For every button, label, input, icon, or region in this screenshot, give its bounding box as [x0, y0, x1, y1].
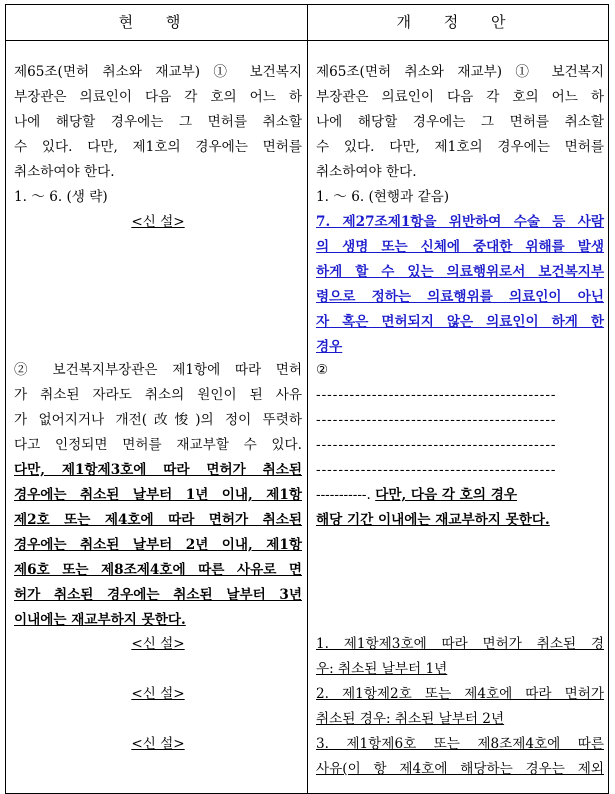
right-item7-line: 하게 할 수 있는 의료행위로서 보건복지부 [316, 264, 604, 280]
right-item7-line: 자 혹은 면허되지 않은 의료인이 하게 한 [316, 314, 604, 330]
right-art65-line: 부장관은 의료인이 다음 각 호의 어느 하 [316, 89, 604, 105]
right-dash-line: ------------------------------------------- [316, 387, 557, 403]
right-items-1-6: 1. ～ 6. (현행과 같음) [316, 189, 450, 205]
left-para2-bold-line: 이내에는 재교부하지 못한다. [14, 612, 186, 628]
left-art65-line: 수 있다. 다만, 제1호의 경우에는 면허를 [14, 139, 302, 155]
left-para2-bold-line: 경우에는 취소된 날부터 1년 이내, 제1항 [14, 487, 302, 503]
left-para2-bold-line: 제2호 또는 제4호에 따라 면허가 취소된 [14, 512, 302, 528]
right-para2-bold: 해당 기간 이내에는 재교부하지 못한다. [316, 512, 550, 528]
right-sub2-line: 2. 제1항제2호 또는 제4호에 따라 면허가 [316, 686, 604, 702]
left-new-label: <신 설> [131, 214, 185, 230]
right-article-65 [316, 60, 604, 360]
right-dash-line: ------------------------------------------- [316, 462, 557, 478]
right-item7-line: 7. 제27조제1항을 위반하여 수술 등 사람 [316, 214, 604, 230]
left-art65-line: 부장관은 의료인이 다음 각 호의 어느 하 [14, 89, 302, 105]
left-items-1-6: 1. ～ 6. (생 략) [14, 189, 108, 205]
header-divider [6, 40, 608, 41]
right-dash-line: ------------------------------------------- [316, 412, 557, 428]
left-new-label: <신 설> [131, 736, 185, 752]
left-art65-line: 취소하여야 한다. [14, 164, 115, 180]
right-sub1-line: 1. 제1항제3호에 따라 면허가 취소된 경 [316, 636, 604, 652]
left-art65-line: 나에 해당할 경우에는 그 면허를 취소할 [14, 114, 302, 130]
left-article-65 [14, 60, 302, 235]
right-dash-line: ------------------------------------------- [316, 437, 557, 453]
left-new-label: <신 설> [131, 686, 185, 702]
left-art65-line: 제65조(면허 취소와 재교부) ① 보건복지 [14, 64, 302, 80]
right-art65-line: 나에 해당할 경우에는 그 면허를 취소할 [316, 114, 604, 130]
left-para2-bold-line: 제6호 또는 제8조제4호에 따른 사유로 면 [14, 562, 302, 578]
left-para2-bold-line: 다만, 제1항제3호에 따라 면허가 취소된 [14, 462, 302, 478]
header-proposed: 개 정 안 [396, 13, 520, 31]
right-item7-line: 령으로 정하는 의료행위를 의료인이 아닌 [316, 289, 604, 305]
right-art65-line: 취소하여야 한다. [316, 164, 417, 180]
left-paragraph-2 [14, 358, 302, 633]
right-art65-line: 제65조(면허 취소와 재교부) ① 보건복지 [316, 64, 604, 80]
right-item7-line: 의 생명 또는 신체에 중대한 위해를 발생 [316, 239, 604, 255]
left-para2-bold-line: 경우에는 취소된 날부터 2년 이내, 제1항 [14, 537, 302, 553]
left-new-label: <신 설> [131, 636, 185, 652]
left-para2-line: ② 보건복지부장관은 제1항에 따라 면허 [14, 362, 302, 378]
left-para2-bold-line: 허가 취소된 경우에는 취소된 날부터 3년 [14, 587, 302, 603]
left-para2-line: 다고 인정되면 면허를 재교부할 수 있다. [14, 437, 302, 453]
right-paragraph-2 [316, 358, 604, 533]
right-sub-items [316, 632, 604, 782]
header-current: 현 행 [118, 13, 195, 31]
right-art65-line: 수 있다. 다만, 제1호의 경우에는 면허를 [316, 139, 604, 155]
right-sub2-line: 취소된 경우: 취소된 날부터 2년 [316, 711, 505, 727]
right-dash-short: -----------. [316, 487, 371, 503]
right-sub3-line: 3. 제1항제6호 또는 제8조제4호에 따른 [316, 736, 604, 752]
right-para2-bold: 다만, 다음 각 호의 경우 [375, 487, 518, 503]
right-sub1-line: 우: 취소된 날부터 1년 [316, 661, 448, 677]
comparison-table [5, 4, 609, 794]
left-new-labels [14, 632, 302, 757]
left-para2-line: 가 취소된 자라도 취소의 원인이 된 사유 [14, 387, 302, 403]
column-divider [307, 5, 308, 793]
right-para2-mark: ② [316, 362, 329, 378]
left-para2-line: 가 없어지거나 개전(改悛)의 정이 뚜렷하 [14, 412, 302, 428]
right-item7-line: 경우 [316, 339, 343, 355]
right-para2-proviso-line [316, 483, 604, 508]
right-sub3-line: 사유(이 항 제4호에 해당하는 경우는 제외 [316, 761, 604, 777]
